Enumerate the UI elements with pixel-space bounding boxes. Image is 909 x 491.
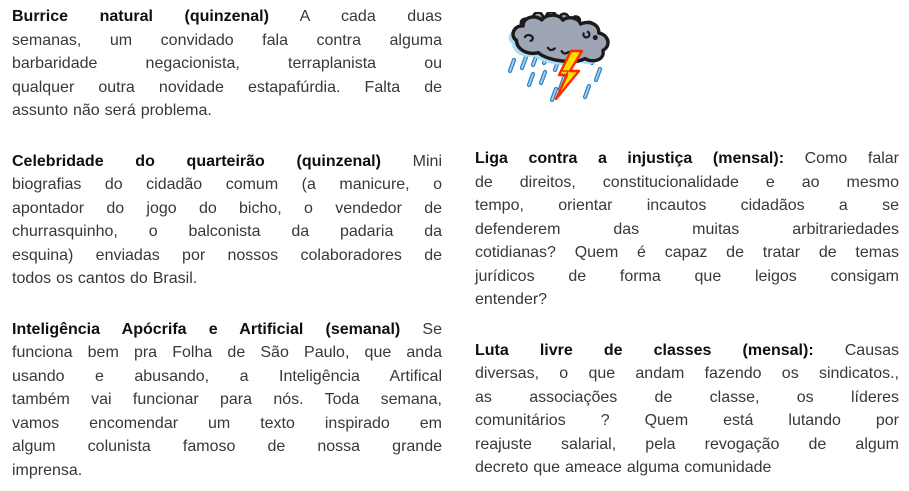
text-line: tempo, orientar incautos cidadãos a se [475, 197, 899, 214]
text-line: comunitários ? Quem está lutando por [475, 412, 899, 429]
storm-cloud-rain-lightning-icon [505, 12, 617, 104]
text-line: as associações de classe, os líderes [475, 388, 899, 406]
text-line: diversas, o que andam fazendo os sindicatos., [475, 365, 899, 382]
section-celebridade-do-quarteirao [12, 150, 442, 291]
paragraph-first-line: Burrice natural (quinzenal) A cada duas [12, 8, 442, 25]
text-line: apontador do jogo do bicho, o vendedor de [12, 199, 442, 217]
paragraph-heading: Inteligência Apócrifa e Artificial (semanal) [12, 320, 401, 338]
left-column [12, 0, 442, 491]
storm-cloud-illustration [505, 12, 617, 104]
paragraph-heading: Celebridade do quarteirão (quinzenal) [12, 152, 381, 170]
text-line: churrasquinho, o balconista da padaria da [12, 223, 442, 240]
section-luta-livre-de-classes [475, 339, 899, 480]
text-line: semanas, um convidado fala contra alguma [12, 31, 442, 49]
text-line: usando e abusando, a Inteligência Artifical [12, 367, 442, 385]
text-line: defenderem das muitas arbitrariedades [475, 220, 899, 238]
paragraph-heading: Liga contra a injustiça (mensal): [475, 150, 785, 167]
text-line: todos os cantos do Brasil. [12, 270, 198, 287]
text-line: de direitos, constitucionalidade e ao mesmo [475, 173, 899, 191]
text-line: esquina) enviadas por nossos colaboradores de [12, 246, 442, 264]
paragraph-heading: Luta livre de classes (mensal): [475, 341, 814, 359]
text-line: decreto que ameace alguma comunidade [475, 459, 772, 476]
paragraph-first-line: Liga contra a injustiça (mensal): Como falar [475, 150, 899, 167]
paragraph-first-line: Inteligência Apócrifa e Artificial (semanal) Se [12, 320, 443, 338]
text-line: vamos encomendar um texto inspirado em [12, 414, 442, 432]
text-line: imprensa. [12, 461, 83, 479]
text-line: também vai funcionar para nós. Toda semana, [12, 391, 442, 408]
text-line: entender? [475, 291, 548, 308]
text-line: cotidianas? Quem é capaz de tratar de temas [475, 244, 899, 261]
text-line: biografias do cidadão comum (a manicure, o [12, 176, 442, 193]
section-inteligencia-apocrifa [12, 318, 442, 483]
section-burrice-natural [12, 5, 442, 123]
paragraph-first-line: Celebridade do quarteirão (quinzenal) Mini [12, 152, 442, 170]
text-line: jurídicos de forma que leigos consigam [475, 267, 899, 285]
text-line: algum colunista famoso de nossa grande [12, 438, 442, 455]
right-column [475, 0, 899, 491]
text-line: assunto não será problema. [12, 102, 212, 119]
section-liga-contra-injustica [475, 147, 899, 312]
paragraph-first-line: Luta livre de classes (mensal): Causas [475, 341, 899, 359]
text-line: reajuste salarial, pela revogação de algum [475, 435, 899, 453]
paragraph-heading: Burrice natural (quinzenal) [12, 8, 269, 25]
text-line: funciona bem pra Folha de São Paulo, que anda [12, 344, 442, 361]
text-line: qualquer outra novidade estapafúrdia. Falta de [12, 78, 442, 96]
text-line: barbaridade negacionista, terraplanista ou [12, 55, 442, 72]
